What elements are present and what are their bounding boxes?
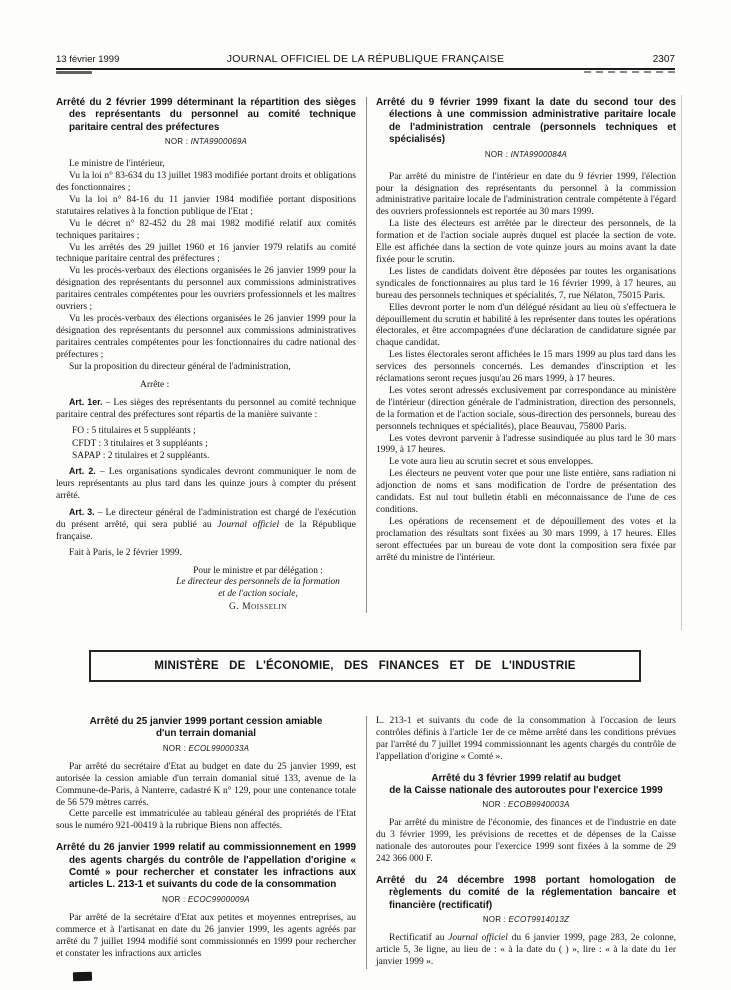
nor-label: NOR : — [164, 137, 189, 147]
nor-line — [56, 744, 356, 753]
nor-line — [376, 915, 676, 924]
interior-ministry-section — [56, 97, 676, 613]
scan-artifact-bottom — [73, 972, 92, 982]
paragraph: Les listes électorales seront affichées le 15 mars 1999 au plus tard dans les services des personnels concernés. Les demandes d'inscription et les réclamations seront reçues jusqu'au 26 mars 1999, à 17 heures. — [376, 350, 676, 385]
scan-edge-line — [681, 95, 682, 630]
nor-line — [376, 800, 676, 809]
article-3-text-after: de la République française. — [56, 520, 356, 542]
article-title: Arrêté du 2 février 1999 déterminant la répartition des sièges des représentants du personnel au comité technique paritaire central des préfectures — [56, 97, 356, 133]
repartition-sapap: SAPAP : 2 titulaires et 2 suppléants. — [72, 451, 210, 462]
page-number: 2307 — [652, 54, 675, 65]
nor-value: ECOL9900033A — [188, 743, 250, 753]
nor-label: NOR : — [482, 915, 507, 925]
journal-title: JOURNAL OFFICIEL DE LA RÉPUBLIQUE FRANÇAISE — [226, 53, 505, 65]
title-line-2: d'un terrain domanial — [155, 728, 256, 740]
nor-label: NOR : — [482, 800, 506, 810]
nor-line — [56, 137, 356, 146]
article-2-text: – Les organisations syndicales devront communiquer le nom de leurs représentants au plus tard dans les quinze jours à compter du présent arrêté. — [56, 467, 356, 502]
header-rule — [56, 68, 675, 70]
rectificatif-paragraph — [376, 933, 676, 969]
repartition-fo: FO : 5 titulaires et 5 suppléants ; — [72, 426, 196, 437]
article-2-paragraph — [56, 466, 356, 503]
scan-artifact-left — [56, 71, 92, 74]
paragraph: Les opérations de recensement et de dépouillement des votes et la proclamation des résultats sont fixées au 30 mars 1999, à 17 heures. Elles seront effectuées par un bureau de vote dont la composition sera fixée par arrêté du ministre de l'intérieur. — [376, 516, 676, 563]
paragraph: Vu les procès-verbaux des élections organisées le 26 janvier 1999 pour la désignation des représentants du personnel aux commissions administratives paritaires centrales compétentes pour les fonctionnaires du cadre national des préfectures ; — [56, 314, 356, 360]
ministry-banner-text: MINISTÈRE DE L'ÉCONOMIE, DES FINANCES ET DE L'INDUSTRIE — [154, 660, 576, 672]
nor-line — [56, 895, 356, 904]
signature-delegation: Pour le ministre et par délégation : — [193, 565, 323, 576]
column-divider — [366, 97, 367, 613]
paragraph: Vu la loi n° 84-16 du 11 janvier 1984 modifiée portant dispositions statutaires relatives à la fonction publique de l'Etat ; — [56, 194, 356, 217]
signature-name: G. Moisselin — [228, 601, 288, 612]
continuation-paragraph: L. 213-1 et suivants du code de la consommation à l'occasion de leurs contrôles définis à l'article 1er de ce même arrêté dans les conditions prévues par l'arrêté du 7 juillet 1994 commissionnant les agents chargés du contrôle de l'appellation d'origine « Comté ». — [376, 716, 676, 762]
paragraph: Par arrêté du ministre de l'économie, des finances et de l'industrie en date du 3 février 1999, les prévisions de recettes et de dépenses de la Caisse nationale des autoroutes pour l'exercice 1999 sont fixées à la somme de 29 242 366 000 F. — [376, 818, 676, 865]
paragraph: Le ministre de l'intérieur, — [69, 159, 165, 170]
article-2-label: Art. 2. — [69, 466, 96, 477]
scan-artifact-right — [584, 71, 675, 73]
paragraph: Vu la loi n° 83-634 du 13 juillet 1983 modifiée portant droits et obligations des fonctionnaires ; — [56, 171, 356, 194]
signature-block — [144, 566, 372, 613]
article-3-paragraph — [56, 507, 356, 544]
article-arrete-9-fevrier-1999 — [376, 97, 676, 613]
date-line: Fait à Paris, le 2 février 1999. — [69, 547, 182, 558]
nor-value: INTA9900069A — [190, 137, 248, 147]
nor-label: NOR : — [484, 149, 509, 159]
article-1-label: Art. 1er. — [69, 397, 103, 408]
paragraph: Les électeurs ne peuvent voter que pour une liste entière, sans radiation ni adjonction de noms et sans modification de l'ordre de présentation des candidats. Est nul tout bulletin établi en méconnaissance de l'une de ces conditions. — [376, 469, 676, 515]
article-3-text-before: – Le directeur général de l'administration est chargé de l'exécution du présent arrêté, qui sera publié au — [56, 508, 356, 531]
article-arrete-2-fevrier-1999 — [56, 97, 356, 613]
paragraph: Vu les procès-verbaux des élections organisées le 26 janvier 1999 pour la désignation des représentants du personnel aux commissions administratives paritaires centrales compétentes pour les ouvriers professionnels et les maîtres ouvriers ; — [56, 266, 356, 313]
nor-label: NOR : — [162, 743, 187, 753]
seat-repartition-list — [56, 425, 356, 462]
economy-left-column — [56, 716, 356, 969]
signature-function-1: Le directeur des personnels de la formation — [176, 577, 340, 588]
ministry-banner — [89, 650, 641, 682]
article-title — [376, 773, 676, 798]
paragraph: Cette parcelle est immatriculée au tableau général des propriétés de l'Etat sous le numéro 921-00419 à la rubrique Biens non affectés. — [56, 809, 356, 832]
paragraph: Vu les arrêtés des 29 juillet 1960 et 16 janvier 1979 relatifs au comité technique paritaire central des préfectures ; — [56, 242, 356, 265]
column-divider — [366, 716, 367, 969]
header-date: 13 février 1999 — [56, 54, 120, 65]
rectificatif-text-before: Rectificatif au — [389, 933, 449, 944]
title-line-1: Arrêté du 3 février 1999 relatif au budget — [431, 772, 621, 784]
paragraph: Par arrêté du secrétaire d'Etat au budget en date du 25 janvier 1999, est autorisée la cession amiable d'un terrain domanial situé 133, avenue de la Commune-de-Paris, à Nanterre, cadastré K n° 129, pour une contenance totale de 56 579 mètres carrés. — [56, 761, 356, 808]
article-title — [56, 716, 356, 741]
title-line-2: de la Caisse nationale des autoroutes pour l'exercice 1999 — [389, 785, 663, 797]
economy-right-column — [376, 716, 676, 969]
paragraph: Sur la proposition du directeur général de l'administration, — [69, 361, 291, 372]
paragraph: Elles devront porter le nom d'un délégué résidant au lieu où s'effectuera le dépouillement du scrutin et habilité à les représenter dans toutes les opérations électorales, et être accompagnées d'une déclaration de candidature signée par chaque candidat. — [376, 302, 676, 349]
nor-value: ECOC9900009A — [187, 894, 250, 904]
title-line-1: Arrêté du 25 janvier 1999 portant cession amiable — [89, 716, 323, 727]
article-title: Arrêté du 9 février 1999 fixant la date du second tour des élections à une commission administrative paritaire locale de l'administration centrale (personnels techniques et spécialisés) — [376, 97, 676, 146]
rectificatif-text-after: du 6 janvier 1999, page 283, 2e colonne, article 5, 3e ligne, au lieu de : « à la date du ( ) », lire : « à la date du 1er janvier 1999 ». — [376, 933, 676, 968]
paragraph: Les votes devront parvenir à l'adresse susindiquée au plus tard le 30 mars 1999, à 17 heures. — [376, 433, 676, 456]
page-header — [56, 53, 675, 65]
paragraph: Par arrêté de la secrétaire d'Etat aux petites et moyennes entreprises, au commerce et à l'artisanat en date du 26 janvier 1999, les agents agréés par arrêté du 7 juillet 1994 modifié sont commissionnés en 1999 pour rechercher et constater les infractions aux articles — [56, 912, 356, 959]
nor-label: NOR : — [162, 894, 186, 904]
journal-officiel-italic: Journal officiel — [448, 933, 508, 944]
paragraph: La liste des électeurs est arrêtée par le directeur des personnels, de la formation et de l'action sociale auprès duquel est placée la section de vote. Elle est affichée dans la section de vote quinze jours au moins avant la date fixée pour le scrutin. — [376, 219, 676, 265]
article-3-label: Art. 3. — [69, 507, 95, 518]
paragraph: Les votes seront adressés exclusivement par correspondance au ministère de l'intérieur (direction générale de l'administration, direction des personnels, de la formation et de l'action sociale, sous-direction des personnels, bureau des personnels techniques et spécialités), place Beauvau, 75800 Paris. — [376, 385, 676, 432]
journal-officiel-italic: Journal officiel — [217, 520, 280, 531]
paragraph: Vu le décret n° 82-452 du 28 mai 1982 modifié relatif aux comités techniques paritaires ; — [56, 218, 356, 241]
signature-function-2: et de l'action sociale, — [218, 589, 298, 599]
paragraph: Les listes de candidats doivent être déposées par toutes les organisations syndicales de fonctionnaires au plus tard le 16 février 1999, à 17 heures, au bureau des personnels techniques et spécialités, 7, rue Nélaton, 75015 Paris. — [376, 266, 676, 301]
nor-value: ECOT9914013Z — [508, 915, 570, 925]
nor-line — [376, 150, 676, 159]
nor-value: INTA9900084A — [510, 149, 568, 159]
article-1-paragraph — [56, 397, 356, 422]
arrete-word: Arrête : — [140, 379, 170, 390]
repartition-cfdt: CFDT : 3 titulaires et 3 suppléants ; — [72, 438, 208, 449]
paragraph: Le vote aura lieu au scrutin secret et sous enveloppes. — [389, 457, 594, 468]
article-title: Arrêté du 24 décembre 1998 portant homologation de règlements du comité de la réglementation bancaire et financière (rectificatif) — [376, 875, 676, 911]
article-1-text: – Les sièges des représentants du personnel au comité technique paritaire central des préfectures sont répartis de la manière suivante : — [56, 398, 357, 421]
nor-value: ECOB9940003A — [508, 800, 570, 810]
paragraph: Par arrêté du ministre de l'intérieur en date du 9 février 1999, l'élection pour la désignation des représentants du personnel à la commission administrative paritaire locale de l'administration centrale compétente à l'égard des ouvriers professionnels est reportée au 30 mars 1999. — [376, 171, 676, 218]
article-title: Arrêté du 26 janvier 1999 relatif au commissionnement en 1999 des agents chargés du contrôle de l'appellation d'origine « Comté » pour rechercher et constater les infractions aux articles L. 213-1 et suivants du code de la consommation — [56, 842, 356, 891]
economy-ministry-section — [56, 716, 676, 969]
